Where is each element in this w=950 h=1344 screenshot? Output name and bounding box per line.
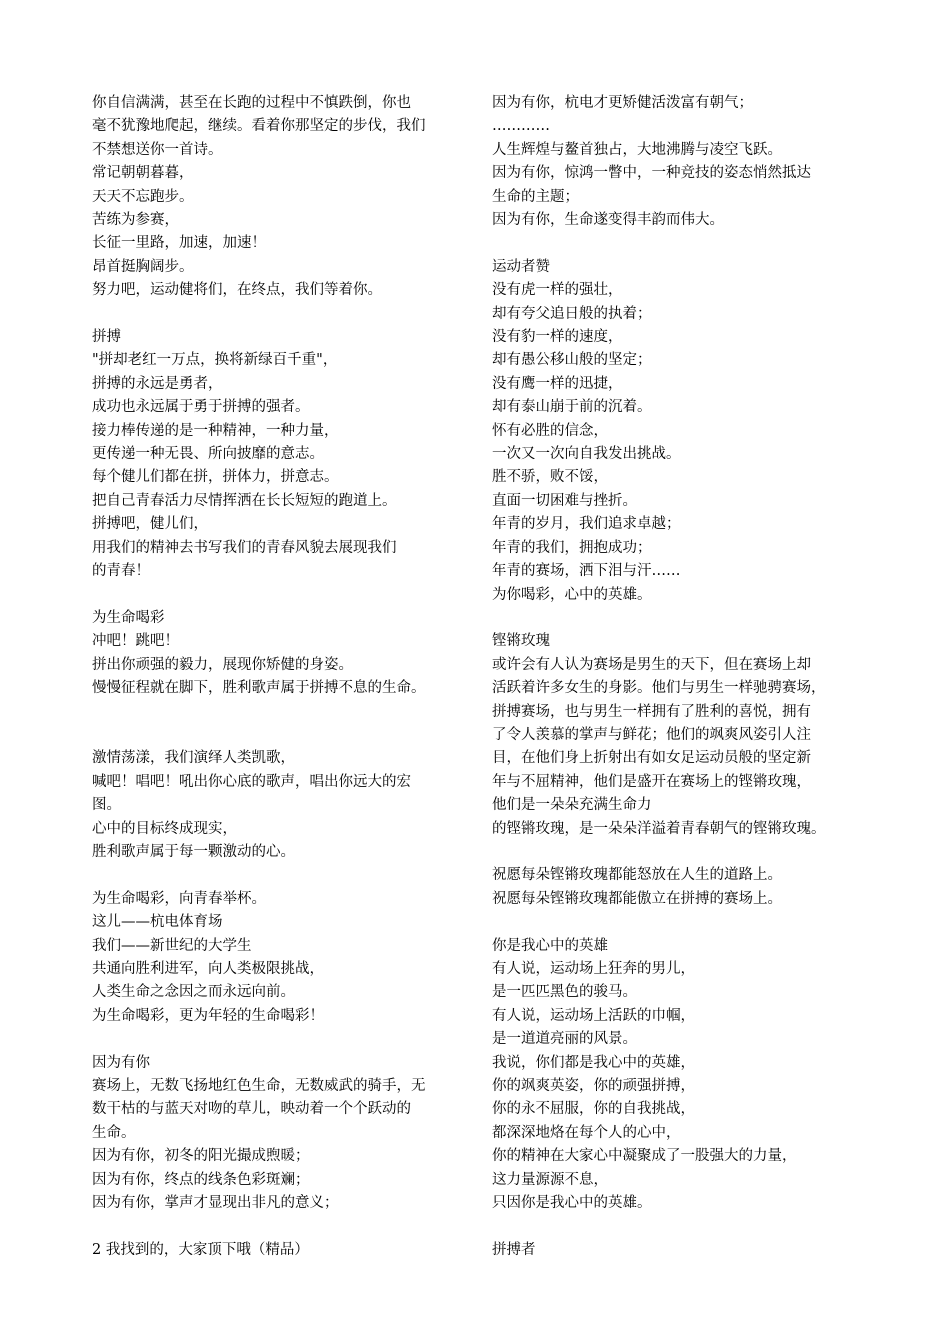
text-line: 他们是一朵朵充满生命力 — [492, 797, 652, 814]
text-line: 激情荡漾，我们演绎人类凯歌， — [92, 750, 295, 767]
text-line: 是一匹匹黑色的骏马。 — [492, 984, 637, 1001]
text-line: 怀有必胜的信念， — [492, 422, 608, 439]
text-line: 毫不犹豫地爬起，继续。看着你那坚定的步伐，我们 — [92, 118, 426, 135]
text-line: 苦练为参赛， — [92, 212, 179, 229]
text-line: 努力吧，运动健将们，在终点，我们等着你。 — [92, 282, 382, 299]
text-line: 年青的赛场，洒下泪与汗…… — [492, 563, 681, 580]
text-line: 年青的岁月，我们追求卓越； — [492, 516, 681, 533]
text-line: 常记朝朝暮暮， — [92, 165, 194, 182]
text-line: 的青春！ — [92, 563, 150, 580]
text-line: 胜不骄，败不馁， — [492, 469, 608, 486]
text-line: 为生命喝彩，向青春举杯。 — [92, 890, 266, 907]
blank-line — [92, 864, 474, 887]
text-line: 都深深地烙在每个人的心中， — [492, 1124, 681, 1141]
text-line: 你是我心中的英雄 — [492, 937, 608, 954]
text-line: 拼搏 — [92, 329, 121, 346]
blank-line — [92, 1028, 474, 1051]
text-line: 生命的主题； — [492, 188, 579, 205]
text-line: 胜利歌声属于每一颗激动的心。 — [92, 843, 295, 860]
text-line: 没有鹰一样的迅捷， — [492, 375, 623, 392]
text-line: 拼搏赛场，也与男生一样拥有了胜利的喜悦，拥有 — [492, 703, 811, 720]
text-line: 祝愿每朵铿锵玫瑰都能傲立在拼搏的赛场上。 — [492, 890, 782, 907]
text-line: 或许会有人认为赛场是男生的天下，但在赛场上却 — [492, 656, 811, 673]
text-line: 祝愿每朵铿锵玫瑰都能怒放在人生的道路上。 — [492, 867, 782, 884]
text-line: 把自己青春活力尽情挥洒在长长短短的跑道上。 — [92, 492, 397, 509]
text-line: 是一道道亮丽的风景。 — [492, 1031, 637, 1048]
text-line: 图。 — [92, 797, 121, 814]
text-line: 你的精神在大家心中凝聚成了一股强大的力量， — [492, 1148, 797, 1165]
text-line: 运动者赞 — [492, 258, 550, 275]
text-line: 直面一切困难与挫折。 — [492, 492, 637, 509]
text-line: 每个健儿们都在拼，拼体力，拼意志。 — [92, 469, 339, 486]
text-line: 我说，你们都是我心中的英雄， — [492, 1054, 695, 1071]
text-line: 接力棒传递的是一种精神，一种力量， — [92, 422, 339, 439]
text-line: 喊吧！唱吧！吼出你心底的歌声，唱出你远大的宏 — [92, 773, 411, 790]
text-line: 慢慢征程就在脚下，胜利歌声属于拼搏不息的生命。 — [92, 680, 426, 697]
text-line: 人生辉煌与鳌首独占，大地沸腾与凌空飞跃。 — [492, 141, 782, 158]
text-line: 拼搏吧，健儿们， — [92, 516, 208, 533]
text-line: 因为有你，终点的线条色彩斑斓； — [92, 1171, 310, 1188]
left-text-column — [92, 92, 474, 1262]
text-line: 共通向胜利进军，向人类极限挑战， — [92, 960, 324, 977]
text-line: 因为有你，生命遂变得丰韵而伟大。 — [492, 212, 724, 229]
right-text-column — [492, 92, 882, 1262]
blank-line — [492, 1215, 882, 1238]
text-line: 的铿锵玫瑰，是一朵朵洋溢着青春朝气的铿锵玫瑰。 — [492, 820, 826, 837]
text-line: 却有泰山崩于前的沉着。 — [492, 399, 652, 416]
blank-line — [492, 607, 882, 630]
blank-line — [92, 724, 474, 747]
text-line: 活跃着许多女生的身影。他们与男生一样驰骋赛场， — [492, 680, 826, 697]
text-line: 你的永不屈服，你的自我挑战， — [492, 1101, 695, 1118]
blank-line — [492, 841, 882, 864]
text-line: 这儿——杭电体育场 — [92, 914, 223, 931]
text-line: 有人说，运动场上活跃的巾帼， — [492, 1007, 695, 1024]
text-line: 因为有你，初冬的阳光撮成煦暖； — [92, 1148, 310, 1165]
text-line: 因为有你，惊鸿一瞥中，一种竞技的姿态悄然抵达 — [492, 165, 811, 182]
text-line: 长征一里路，加速，加速！ — [92, 235, 266, 252]
text-line: 因为有你，杭电才更矫健活泼富有朝气； — [492, 95, 753, 111]
text-line: 不禁想送你一首诗。 — [92, 141, 223, 158]
text-line: 冲吧！跳吧！ — [92, 633, 179, 650]
text-line: 天天不忘跑步。 — [92, 188, 194, 205]
text-line: 年青的我们，拥抱成功； — [492, 539, 652, 556]
text-line: 人类生命之念因之而永远向前。 — [92, 984, 295, 1001]
text-line: 更传递一种无畏、所向披靡的意志。 — [92, 446, 324, 463]
text-line: 年与不屈精神，他们是盛开在赛场上的铿锵玫瑰， — [492, 773, 811, 790]
blank-line — [492, 232, 882, 255]
text-line: 没有虎一样的强壮， — [492, 282, 623, 299]
text-line: 拼搏者 — [492, 1241, 536, 1258]
text-line: 没有豹一样的速度， — [492, 329, 623, 346]
text-line: 因为有你，掌声才显现出非凡的意义； — [92, 1195, 339, 1211]
text-line: 目，在他们身上折射出有如女足运动员般的坚定新 — [492, 750, 811, 767]
text-line: 你的飒爽英姿，你的顽强拼搏， — [492, 1078, 695, 1094]
blank-line — [92, 303, 474, 326]
text-line: 心中的目标终成现实， — [92, 820, 237, 837]
text-line: 有人说，运动场上狂奔的男儿， — [492, 960, 695, 977]
blank-line — [92, 584, 474, 607]
text-line: 为你喝彩，心中的英雄。 — [492, 586, 652, 603]
text-line: 生命。 — [92, 1124, 136, 1141]
text-line: 为生命喝彩，更为年轻的生命喝彩！ — [92, 1007, 324, 1024]
text-line: 却有愚公移山般的坚定； — [492, 352, 652, 369]
text-line: 为生命喝彩 — [92, 609, 165, 626]
text-line: 拼出你顽强的毅力，展现你矫健的身姿。 — [92, 656, 353, 673]
text-line: 拼搏的永远是勇者， — [92, 375, 223, 392]
text-line: 我们——新世纪的大学生 — [92, 937, 252, 954]
text-line: 却有夸父追日般的执着； — [492, 305, 652, 322]
text-line: 数干枯的与蓝天对吻的草儿，映动着一个个跃动的 — [92, 1101, 411, 1118]
text-line: 你自信满满，甚至在长跑的过程中不慎跌倒，你也 — [92, 95, 411, 111]
blank-line — [492, 911, 882, 934]
text-line: 成功也永远属于勇于拼搏的强者。 — [92, 399, 310, 416]
text-line: 因为有你 — [92, 1054, 150, 1071]
text-line: 了令人羡慕的掌声与鲜花；他们的飒爽风姿引人注 — [492, 726, 811, 743]
text-line: 用我们的精神去书写我们的青春风貌去展现我们 — [92, 539, 397, 556]
text-line: 只因你是我心中的英雄。 — [492, 1195, 652, 1212]
text-line: ………… — [492, 118, 550, 135]
text-line: "拼却老红一万点，换将新绿百千重"， — [92, 352, 338, 369]
text-line: 铿锵玫瑰 — [492, 633, 550, 650]
text-line: 2 我找到的，大家顶下哦（精品） — [92, 1241, 309, 1258]
blank-line — [92, 1215, 474, 1238]
text-line: 赛场上，无数飞扬地红色生命，无数威武的骑手，无 — [92, 1077, 426, 1094]
text-line: 昂首挺胸阔步。 — [92, 258, 194, 275]
text-line: 这力量源源不息， — [492, 1171, 608, 1188]
text-line: 一次又一次向自我发出挑战。 — [492, 446, 681, 463]
blank-line — [92, 701, 474, 724]
